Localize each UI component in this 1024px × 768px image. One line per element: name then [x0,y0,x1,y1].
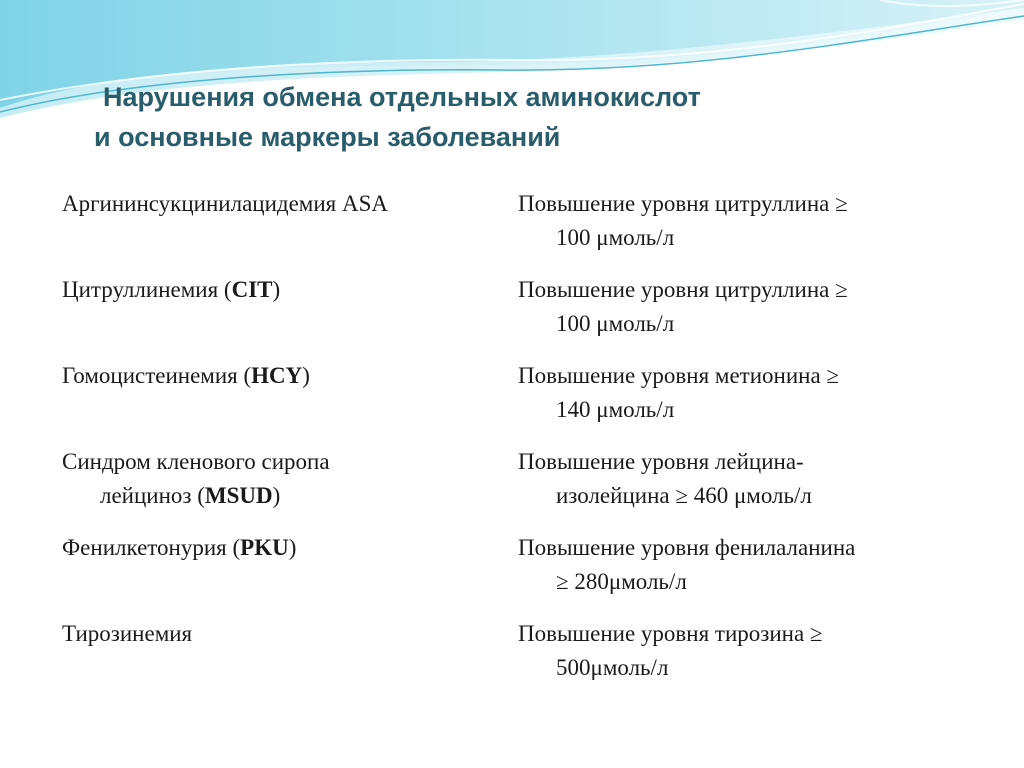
marker-line-1: Повышение уровня тирозина ≥ [518,621,823,646]
marker-line-2: изолейцина ≥ 460 μмоль/л [556,483,812,508]
marker-line-1: Повышение уровня фенилаланина [518,535,856,560]
disease-label-suffix: ) [302,363,310,388]
disease-abbreviation: HCY [251,363,303,388]
disease-label: Аргининсукцинилацидемия ASA [62,191,389,216]
disease-name [62,617,192,651]
disease-label-suffix: ) [288,535,297,560]
marker-text [518,187,848,255]
marker-line-2: 140 μмоль/л [556,397,675,422]
disease-label: Фенилкетонурия ( [62,535,241,560]
disease-name [62,359,310,393]
disease-label: Цитруллинемия ( [62,277,232,302]
marker-line-1: Повышение уровня лейцина- [518,449,804,474]
marker-line-2: 100 μмоль/л [556,225,675,250]
disease-name [62,531,296,565]
disease-abbreviation: CIT [231,277,273,302]
disease-label-suffix: ) [272,483,281,508]
disease-label: Тирозинемия [62,621,193,646]
disease-label-suffix: ) [272,277,281,302]
title-line-2: и основные маркеры заболеваний [94,122,561,152]
marker-text [518,531,855,599]
marker-line-1: Повышение уровня цитруллина ≥ [518,277,848,302]
disease-label: Синдром кленового сиропа [62,449,330,474]
disease-abbreviation: PKU [240,535,289,560]
marker-text [518,445,812,513]
disease-name [62,273,280,307]
marker-line-2: 500μмоль/л [556,655,669,680]
marker-text [518,617,823,685]
marker-line-2: ≥ 280μмоль/л [556,569,687,594]
marker-text [518,359,839,427]
marker-text [518,273,848,341]
disease-name [62,445,330,513]
disease-label-continuation [62,479,330,513]
marker-line-1: Повышение уровня метионина ≥ [518,363,840,388]
disease-label-cont-text: лейциноз ( [100,483,205,508]
title-line-1: Нарушения обмена отдельных аминокислот [103,82,701,112]
disease-name [62,187,388,221]
marker-line-2: 100 μмоль/л [556,311,675,336]
marker-line-1: Повышение уровня цитруллина ≥ [518,191,848,216]
disease-label: Гомоцистеинемия ( [62,363,252,388]
disease-abbreviation: MSUD [204,483,273,508]
